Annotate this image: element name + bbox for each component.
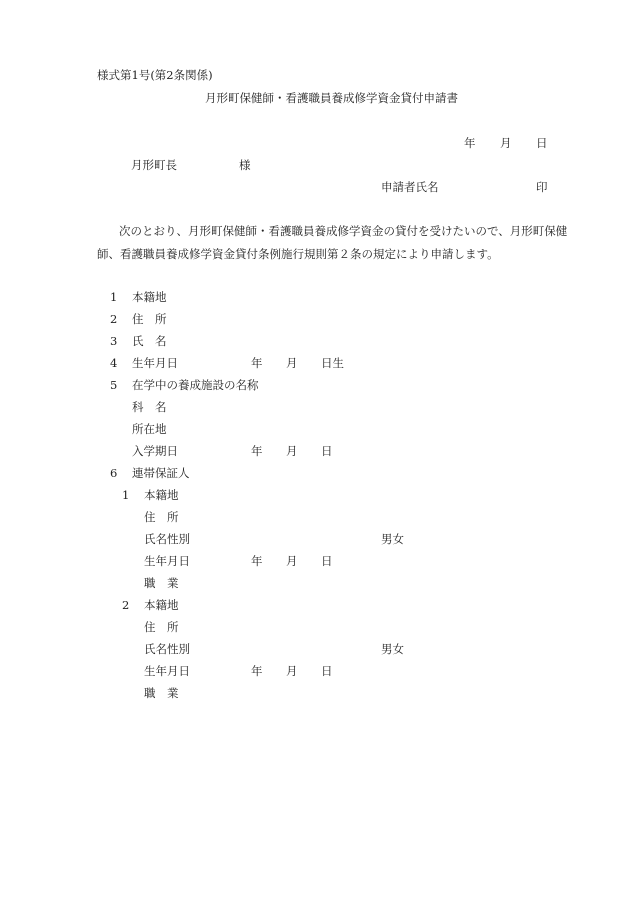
guarantor-2-name-gender-label: 氏名性別 xyxy=(144,642,190,656)
form-number: 様式第1号(第2条関係) xyxy=(97,68,213,82)
applicant-name-label: 申請者氏名 xyxy=(381,180,439,194)
item-department-label: 科 名 xyxy=(132,400,167,414)
guarantor-2-occupation-label: 職 業 xyxy=(144,686,179,700)
item-school-name-label: 在学中の養成施設の名称 xyxy=(132,378,259,392)
guarantor-1-year-label: 年 xyxy=(251,554,263,568)
guarantor-2-month-label: 月 xyxy=(286,664,298,678)
guarantor-1-number: 1 xyxy=(122,488,130,502)
item-number-6: 6 xyxy=(110,466,118,480)
date-month-label: 月 xyxy=(500,136,512,150)
guarantor-2-day-label: 日 xyxy=(321,664,333,678)
guarantor-2-address-label: 住 所 xyxy=(144,620,179,634)
date-year-label: 年 xyxy=(464,136,476,150)
addressee-honorific: 様 xyxy=(239,158,251,172)
item-number-2: 2 xyxy=(110,312,118,326)
application-statement: 次のとおり、月形町保健師・看護職員養成修学資金の貸付を受けたいので、月形町保健師、看護職員養成修学資金貸付条例施行規則第２条の規定により申請します。 xyxy=(97,224,568,261)
enroll-year-label: 年 xyxy=(251,444,263,458)
item-guarantor-label: 連帯保証人 xyxy=(132,466,190,480)
guarantor-2-year-label: 年 xyxy=(251,664,263,678)
guarantor-1-month-label: 月 xyxy=(286,554,298,568)
item-name-label: 氏 名 xyxy=(132,334,167,348)
enroll-day-label: 日 xyxy=(321,444,333,458)
birthdate-day-label: 日生 xyxy=(321,356,344,370)
item-registry-label: 本籍地 xyxy=(132,290,167,304)
item-number-5: 5 xyxy=(110,378,118,392)
guarantor-1-registry-label: 本籍地 xyxy=(144,488,179,502)
date-day-label: 日 xyxy=(536,136,548,150)
item-number-1: 1 xyxy=(110,290,118,304)
guarantor-1-gender-options: 男女 xyxy=(381,532,404,546)
item-birthdate-label: 生年月日 xyxy=(132,356,178,370)
item-location-label: 所在地 xyxy=(132,422,167,436)
guarantor-1-birthdate-label: 生年月日 xyxy=(144,554,190,568)
item-enroll-date-label: 入学期日 xyxy=(132,444,178,458)
guarantor-1-name-gender-label: 氏名性別 xyxy=(144,532,190,546)
enroll-month-label: 月 xyxy=(286,444,298,458)
item-number-3: 3 xyxy=(110,334,118,348)
guarantor-2-registry-label: 本籍地 xyxy=(144,598,179,612)
item-address-label: 住 所 xyxy=(132,312,167,326)
guarantor-1-day-label: 日 xyxy=(321,554,333,568)
birthdate-month-label: 月 xyxy=(286,356,298,370)
form-title: 月形町保健師・看護職員養成修学資金貸付申請書 xyxy=(205,91,458,105)
item-number-4: 4 xyxy=(110,356,118,370)
guarantor-1-address-label: 住 所 xyxy=(144,510,179,524)
addressee-name: 月形町長 xyxy=(131,158,177,172)
guarantor-1-occupation-label: 職 業 xyxy=(144,576,179,590)
seal-mark: 印 xyxy=(536,180,548,194)
guarantor-2-gender-options: 男女 xyxy=(381,642,404,656)
birthdate-year-label: 年 xyxy=(251,356,263,370)
guarantor-2-birthdate-label: 生年月日 xyxy=(144,664,190,678)
guarantor-2-number: 2 xyxy=(122,598,130,612)
